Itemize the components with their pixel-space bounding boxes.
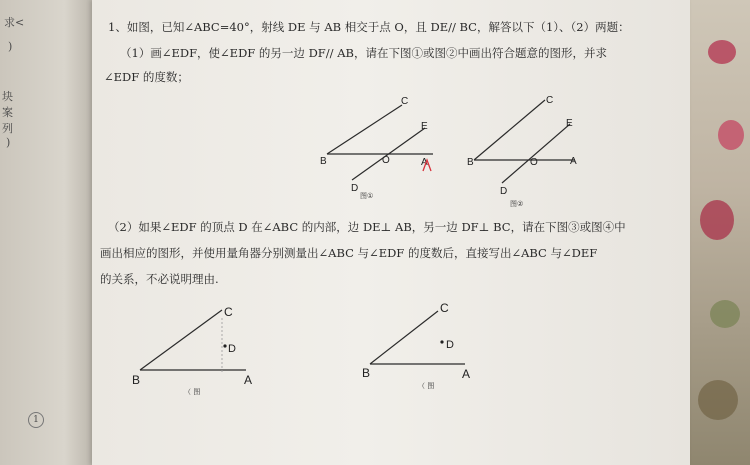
fig3-label-B: B <box>132 373 141 387</box>
fig3-caption: （ 图 <box>184 388 201 396</box>
fig3-label-D: D <box>228 343 236 355</box>
fig3-line-BC <box>140 310 222 370</box>
left-fragment: 案 <box>2 106 13 119</box>
part2-line: 画出相应的图形，并使用量角器分别测量出∠ABC 与∠EDF 的度数后，直接写出∠ABC 与∠DEF <box>100 246 598 260</box>
fig1-caption: 图① <box>360 192 374 200</box>
fig1-label-D: D <box>351 183 359 194</box>
fig2-label-A: A <box>570 156 577 167</box>
part2-line: （2）如果∠EDF 的顶点 D 在∠ABC 的内部，边 DE⊥ AB，另一边 DF⊥ BC，请在下图③或图④中 <box>108 220 626 234</box>
fig4-label-C: C <box>440 301 449 315</box>
fig1-line-BC <box>327 105 402 154</box>
left-fragment: 求< <box>4 16 25 29</box>
part2-line: 的关系，不必说明理由. <box>100 272 219 286</box>
fig2-label-D: D <box>500 186 508 197</box>
fig1-label-B: B <box>320 156 327 167</box>
left-fragment: 列 <box>2 122 13 135</box>
fig2-label-O: O <box>530 157 538 168</box>
fig4-caption: （ 图 <box>418 382 435 390</box>
left-page-number: 1 <box>28 412 44 428</box>
fig4-line-BC <box>370 311 438 364</box>
fig1-label-E: E <box>421 121 428 132</box>
left-fragment: 块 <box>2 90 13 103</box>
fig4-point-D <box>440 340 443 343</box>
fig2-caption: 图② <box>510 200 524 208</box>
fig1-label-C: C <box>401 96 409 107</box>
fig3-label-C: C <box>224 305 233 319</box>
fig4-label-A: A <box>462 367 471 381</box>
fig2-label-B: B <box>467 157 474 168</box>
fig2-line-BC <box>474 100 545 160</box>
fig4-label-D: D <box>446 339 454 351</box>
fig4-label-B: B <box>362 366 371 380</box>
fig1-label-A: A <box>421 157 428 168</box>
fig3-point-D <box>223 344 226 347</box>
fig1-label-O: O <box>382 155 390 166</box>
fig2-line-DE <box>502 124 570 183</box>
part1-line: ∠EDF 的度数； <box>104 70 189 84</box>
fig2-label-C: C <box>546 95 554 106</box>
part1-line: （1）画∠EDF，使∠EDF 的另一边 DF// AB，请在下图①或图②中画出符合题意的图形，并求 <box>120 46 607 60</box>
left-fragment: ) <box>6 136 11 149</box>
fig2-label-E: E <box>566 118 573 129</box>
left-fragment: ) <box>8 40 13 53</box>
problem-line: 1、如图，已知∠ABC=40°，射线 DE 与 AB 相交于点 O，且 DE// BC，解答以下（1）、（2）两题： <box>108 20 630 34</box>
fig3-label-A: A <box>244 373 253 387</box>
